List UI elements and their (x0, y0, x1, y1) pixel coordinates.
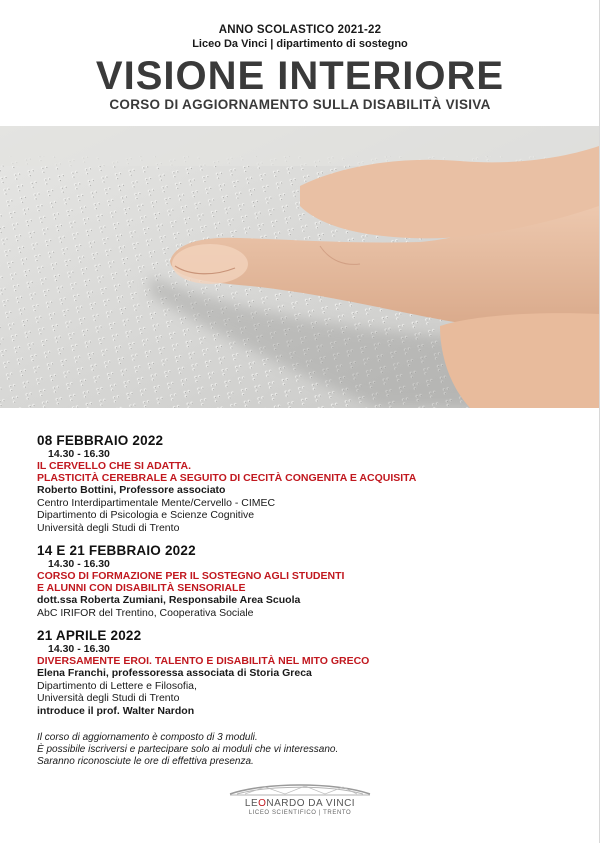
note-line: Saranno riconosciute le ore di effettiva presenza. (37, 756, 254, 767)
session-date: 08 FEBBRAIO 2022 (37, 433, 164, 448)
session-title-line: IL CERVELLO CHE SI ADATTA. (37, 460, 192, 472)
poster-title: VISIONE INTERIORE (95, 54, 505, 98)
session-title-line: PLASTICITÀ CEREBRALE A SEGUITO DI CECITÀ CONGENITA E ACQUISITA (37, 472, 417, 484)
session-detail: Dipartimento di Lettere e Filosofia, (37, 679, 197, 692)
session-intro: introduce il prof. Walter Nardon (37, 704, 195, 717)
note-line: Il corso di aggiornamento è composto di 3 moduli. (37, 732, 258, 743)
braille-hand-photo (0, 126, 599, 408)
logo-roof-icon (225, 778, 375, 798)
logo-name-accent: O (258, 798, 267, 809)
course-notes (37, 732, 577, 768)
session-detail: Centro Interdipartimentale Mente/Cervello - CIMEC (37, 496, 276, 509)
session-title-line: DIVERSAMENTE EROI. TALENTO E DISABILITÀ NEL MITO GRECO (37, 655, 370, 667)
session-speaker: dott.ssa Roberta Zumiani, Responsabile Area Scuola (37, 594, 301, 606)
session-speaker: Roberto Bottini, Professore associato (37, 484, 226, 496)
session-detail: Dipartimento di Psicologia e Scienze Cognitive (37, 509, 255, 521)
school-department: Liceo Da Vinci | dipartimento di sostegno (192, 38, 408, 50)
poster-subtitle: CORSO DI AGGIORNAMENTO SULLA DISABILITÀ VISIVA (109, 97, 491, 112)
session-detail: Università degli Studi di Trento (37, 521, 180, 534)
session-date: 21 APRILE 2022 (37, 628, 142, 643)
session-detail: Università degli Studi di Trento (37, 692, 180, 704)
session-3 (37, 628, 577, 717)
logo-subtitle: LICEO SCIENTIFICO | TRENTO (248, 810, 352, 816)
session-2 (37, 543, 577, 619)
session-time: 14.30 - 16.30 (48, 558, 110, 570)
session-title-line: E ALUNNI CON DISABILITÀ SENSORIALE (37, 582, 246, 594)
session-date: 14 E 21 FEBBRAIO 2022 (37, 543, 196, 558)
session-detail: AbC IRIFOR del Trentino, Cooperativa Sociale (37, 606, 254, 619)
school-year: ANNO SCOLASTICO 2021-22 (218, 24, 382, 36)
logo-name (210, 798, 390, 809)
note-line: È possibile iscriversi e partecipare solo ai moduli che vi interessano. (37, 744, 339, 755)
logo-name-part: LE (244, 798, 259, 809)
session-title-line: CORSO DI FORMAZIONE PER IL SOSTEGNO AGLI STUDENTI (37, 570, 345, 582)
session-list (37, 433, 577, 726)
session-time: 14.30 - 16.30 (48, 448, 110, 460)
session-time: 14.30 - 16.30 (48, 643, 110, 655)
logo-name-part: NARDO DA VINCI (266, 798, 356, 809)
session-speaker: Elena Franchi, professoressa associata di Storia Greca (37, 667, 312, 679)
session-1 (37, 433, 577, 534)
school-logo (210, 778, 390, 828)
